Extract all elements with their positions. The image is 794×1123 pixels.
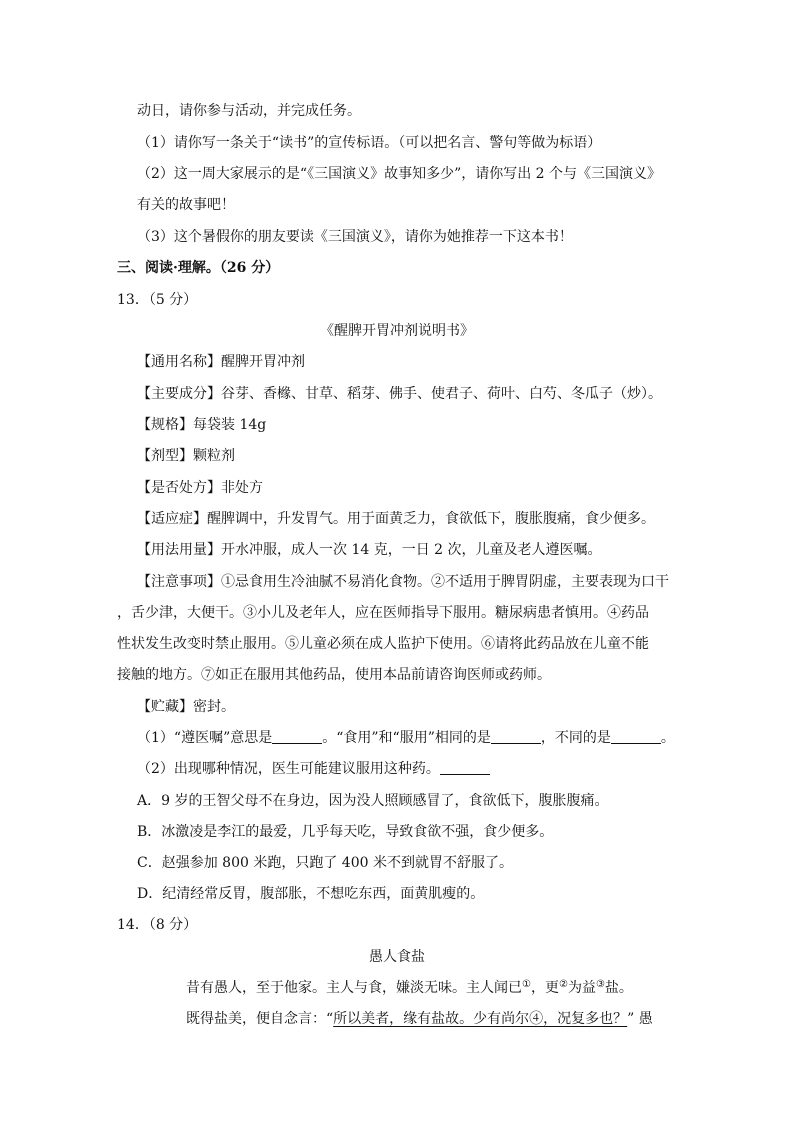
section-heading: 三、阅读·理解。（26 分） xyxy=(117,260,280,276)
q14-title: 愚人食盐 xyxy=(369,949,425,965)
underlined-sentence: 所以美者，缘有盐故。少有尚尔④，况复多也？ xyxy=(333,1011,628,1027)
item-form: 【剂型】颗粒剂 xyxy=(137,448,235,464)
q14-number: 14．（8 分） xyxy=(117,917,198,933)
option-c: C．赵强参加 800 米跑，只跑了 400 米不到就胃不舒服了。 xyxy=(137,855,513,871)
item-dosage: 【用法用量】开水冲服，成人一次 14 克，一日 2 次，儿童及老人遵医嘱。 xyxy=(137,542,602,558)
footnote-mark-1: ① xyxy=(522,979,531,990)
intro-line: 动日，请你参与活动，并完成任务。 xyxy=(137,103,361,119)
passage-paragraph-2 xyxy=(186,1009,653,1029)
footnote-mark-3: ③ xyxy=(595,979,605,990)
notes-line-1: 【注意事项】①忌食用生冷油腻不易消化食物。②不适用于脾胃阴虚，主要表现为口干 xyxy=(137,574,669,590)
p1-text-d: 盐。 xyxy=(604,980,633,996)
option-b: B．冰激凌是李江的最爱，几乎每天吃，导致食欲不强，食少便多。 xyxy=(137,824,554,840)
sub1-text-a: （1）“遵医嘱”意思是 xyxy=(137,730,273,746)
p2-text-a: 既得盐美，便自念言：“ xyxy=(186,1011,334,1027)
notes-line-4: 接触的地方。⑦如正在服用其他药品，使用本品前请咨询医师或药师。 xyxy=(117,667,551,683)
question-1: （1）请你写一条关于“读书”的宣传标语。（可以把名言、警句等做为标语） xyxy=(137,135,602,151)
p1-text-a: 昔有愚人，至于他家。主人与食，嫌淡无味。主人闻已 xyxy=(186,980,522,996)
sub1-text-c: ，不同的是 xyxy=(540,730,611,746)
item-storage: 【贮藏】密封。 xyxy=(137,699,235,715)
q13-number: 13．（5 分） xyxy=(117,292,198,308)
p1-text-b: ，更 xyxy=(530,980,559,996)
q13-title: 《醒脾开胃冲剂说明书》 xyxy=(320,323,474,339)
sub2-text: （2）出现哪种情况，医生可能建议服用这种药。 xyxy=(137,761,440,777)
item-name: 【通用名称】醒脾开胃冲剂 xyxy=(137,354,305,370)
option-a: A．9 岁的王智父母不在身边，因为没人照顾感冒了，食欲低下，腹胀腹痛。 xyxy=(137,793,609,809)
item-ingredients: 【主要成分】谷芽、香橼、甘草、稻芽、佛手、使君子、荷叶、白芍、冬瓜子（炒）。 xyxy=(137,386,662,402)
option-d: D．纪清经常反胃，腹部胀，不想吃东西，面黄肌瘦的。 xyxy=(137,886,485,902)
footnote-mark-2: ② xyxy=(558,979,568,990)
question-2-line-2: 有关的故事吧！ xyxy=(137,197,235,213)
p2-text-b: ” 愚 xyxy=(627,1011,653,1027)
notes-line-3: 性状发生改变时禁止服用。⑤儿童必须在成人监护下使用。⑥请将此药品放在儿童不能 xyxy=(117,636,649,652)
answer-blank-2[interactable] xyxy=(491,729,541,744)
answer-blank-1[interactable] xyxy=(272,729,322,744)
sub1-text-b: 。“食用”和“服用”相同的是 xyxy=(322,730,491,746)
answer-blank-3[interactable] xyxy=(611,729,661,744)
sub-question-1 xyxy=(137,728,675,748)
question-3: （3）这个暑假你的朋友要读《三国演义》，请你为她推荐一下这本书！ xyxy=(137,229,573,245)
notes-line-2: ，舌少津，大便干。③小儿及老年人，应在医师指导下服用。糖尿病患者慎用。④药品 xyxy=(117,605,649,621)
item-indications: 【适应症】醒脾调中，升发胃气。用于面黄乏力，食欲低下，腹胀腹痛，食少便多。 xyxy=(137,511,655,527)
p1-text-c: 为益 xyxy=(567,980,596,996)
question-2-line-1: （2）这一周大家展示的是“《三国演义》故事知多少”，请你写出 2 个与《三国演义》 xyxy=(137,166,662,182)
sub-question-2 xyxy=(137,759,490,779)
passage-paragraph-1 xyxy=(186,978,633,998)
answer-blank-4[interactable] xyxy=(440,760,490,775)
item-prescription: 【是否处方】非处方 xyxy=(137,480,263,496)
sub1-text-d: 。 xyxy=(660,730,675,746)
item-spec: 【规格】每袋装 14g xyxy=(137,417,267,433)
